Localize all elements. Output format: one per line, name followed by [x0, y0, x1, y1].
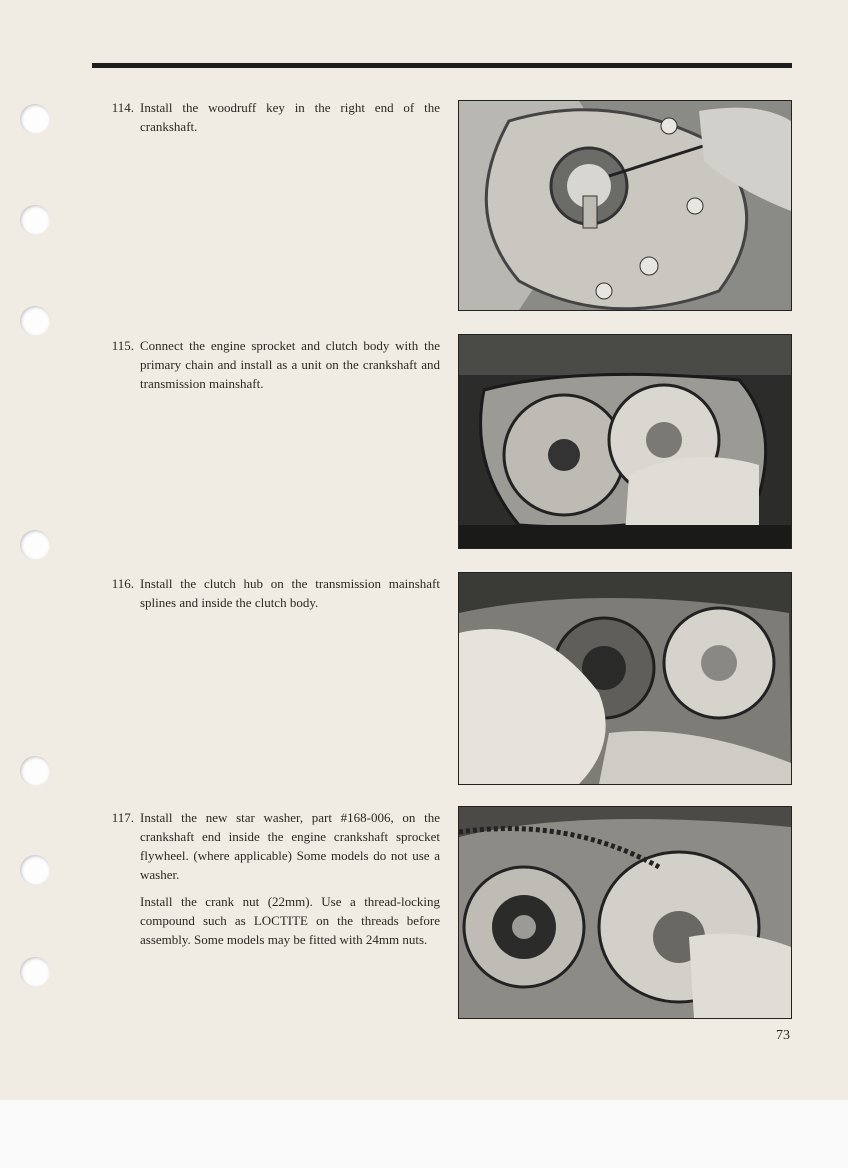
binder-hole: [20, 855, 50, 885]
step-text: Connect the engine sprocket and clutch body with the primary chain and install as a unit on the crankshaft and transmission mainshaft.: [140, 338, 440, 391]
binder-hole: [20, 530, 50, 560]
step-114: [100, 98, 440, 144]
step-number: 115.: [111, 338, 134, 353]
step-text: Install the crank nut (22mm). Use a thread-locking compound such as LOCTITE on the threads before assembly. Some models may be fitted with 24mm nuts.: [140, 894, 440, 947]
binder-hole: [20, 756, 50, 786]
photo-crank-nut: [458, 806, 792, 1019]
step-number: 114.: [111, 100, 134, 115]
scan-margin: [0, 1100, 848, 1168]
binder-hole: [20, 957, 50, 987]
photo-crankshaft-woodruff-key: [458, 100, 792, 311]
step-115: [100, 336, 440, 401]
photo-clutch-hub: [458, 572, 792, 785]
step-116: [100, 574, 440, 620]
binder-hole: [20, 306, 50, 336]
binder-hole: [20, 104, 50, 134]
header-rule: [92, 63, 792, 68]
step-number: 116.: [111, 576, 134, 591]
step-text: Install the clutch hub on the transmission mainshaft splines and inside the clutch body.: [140, 576, 440, 610]
page-number: 73: [776, 1028, 790, 1043]
step-text: Install the new star washer, part #168-006, on the crankshaft end inside the engine crankshaft sprocket flywheel. (where applicable) Some models do not use a washer.: [140, 810, 440, 882]
step-text: Install the woodruff key in the right end of the crankshaft.: [140, 100, 440, 134]
step-117: [100, 808, 440, 957]
photo-primary-chain-assembly: [458, 334, 792, 549]
step-number: 117.: [111, 810, 134, 825]
binder-hole: [20, 205, 50, 235]
